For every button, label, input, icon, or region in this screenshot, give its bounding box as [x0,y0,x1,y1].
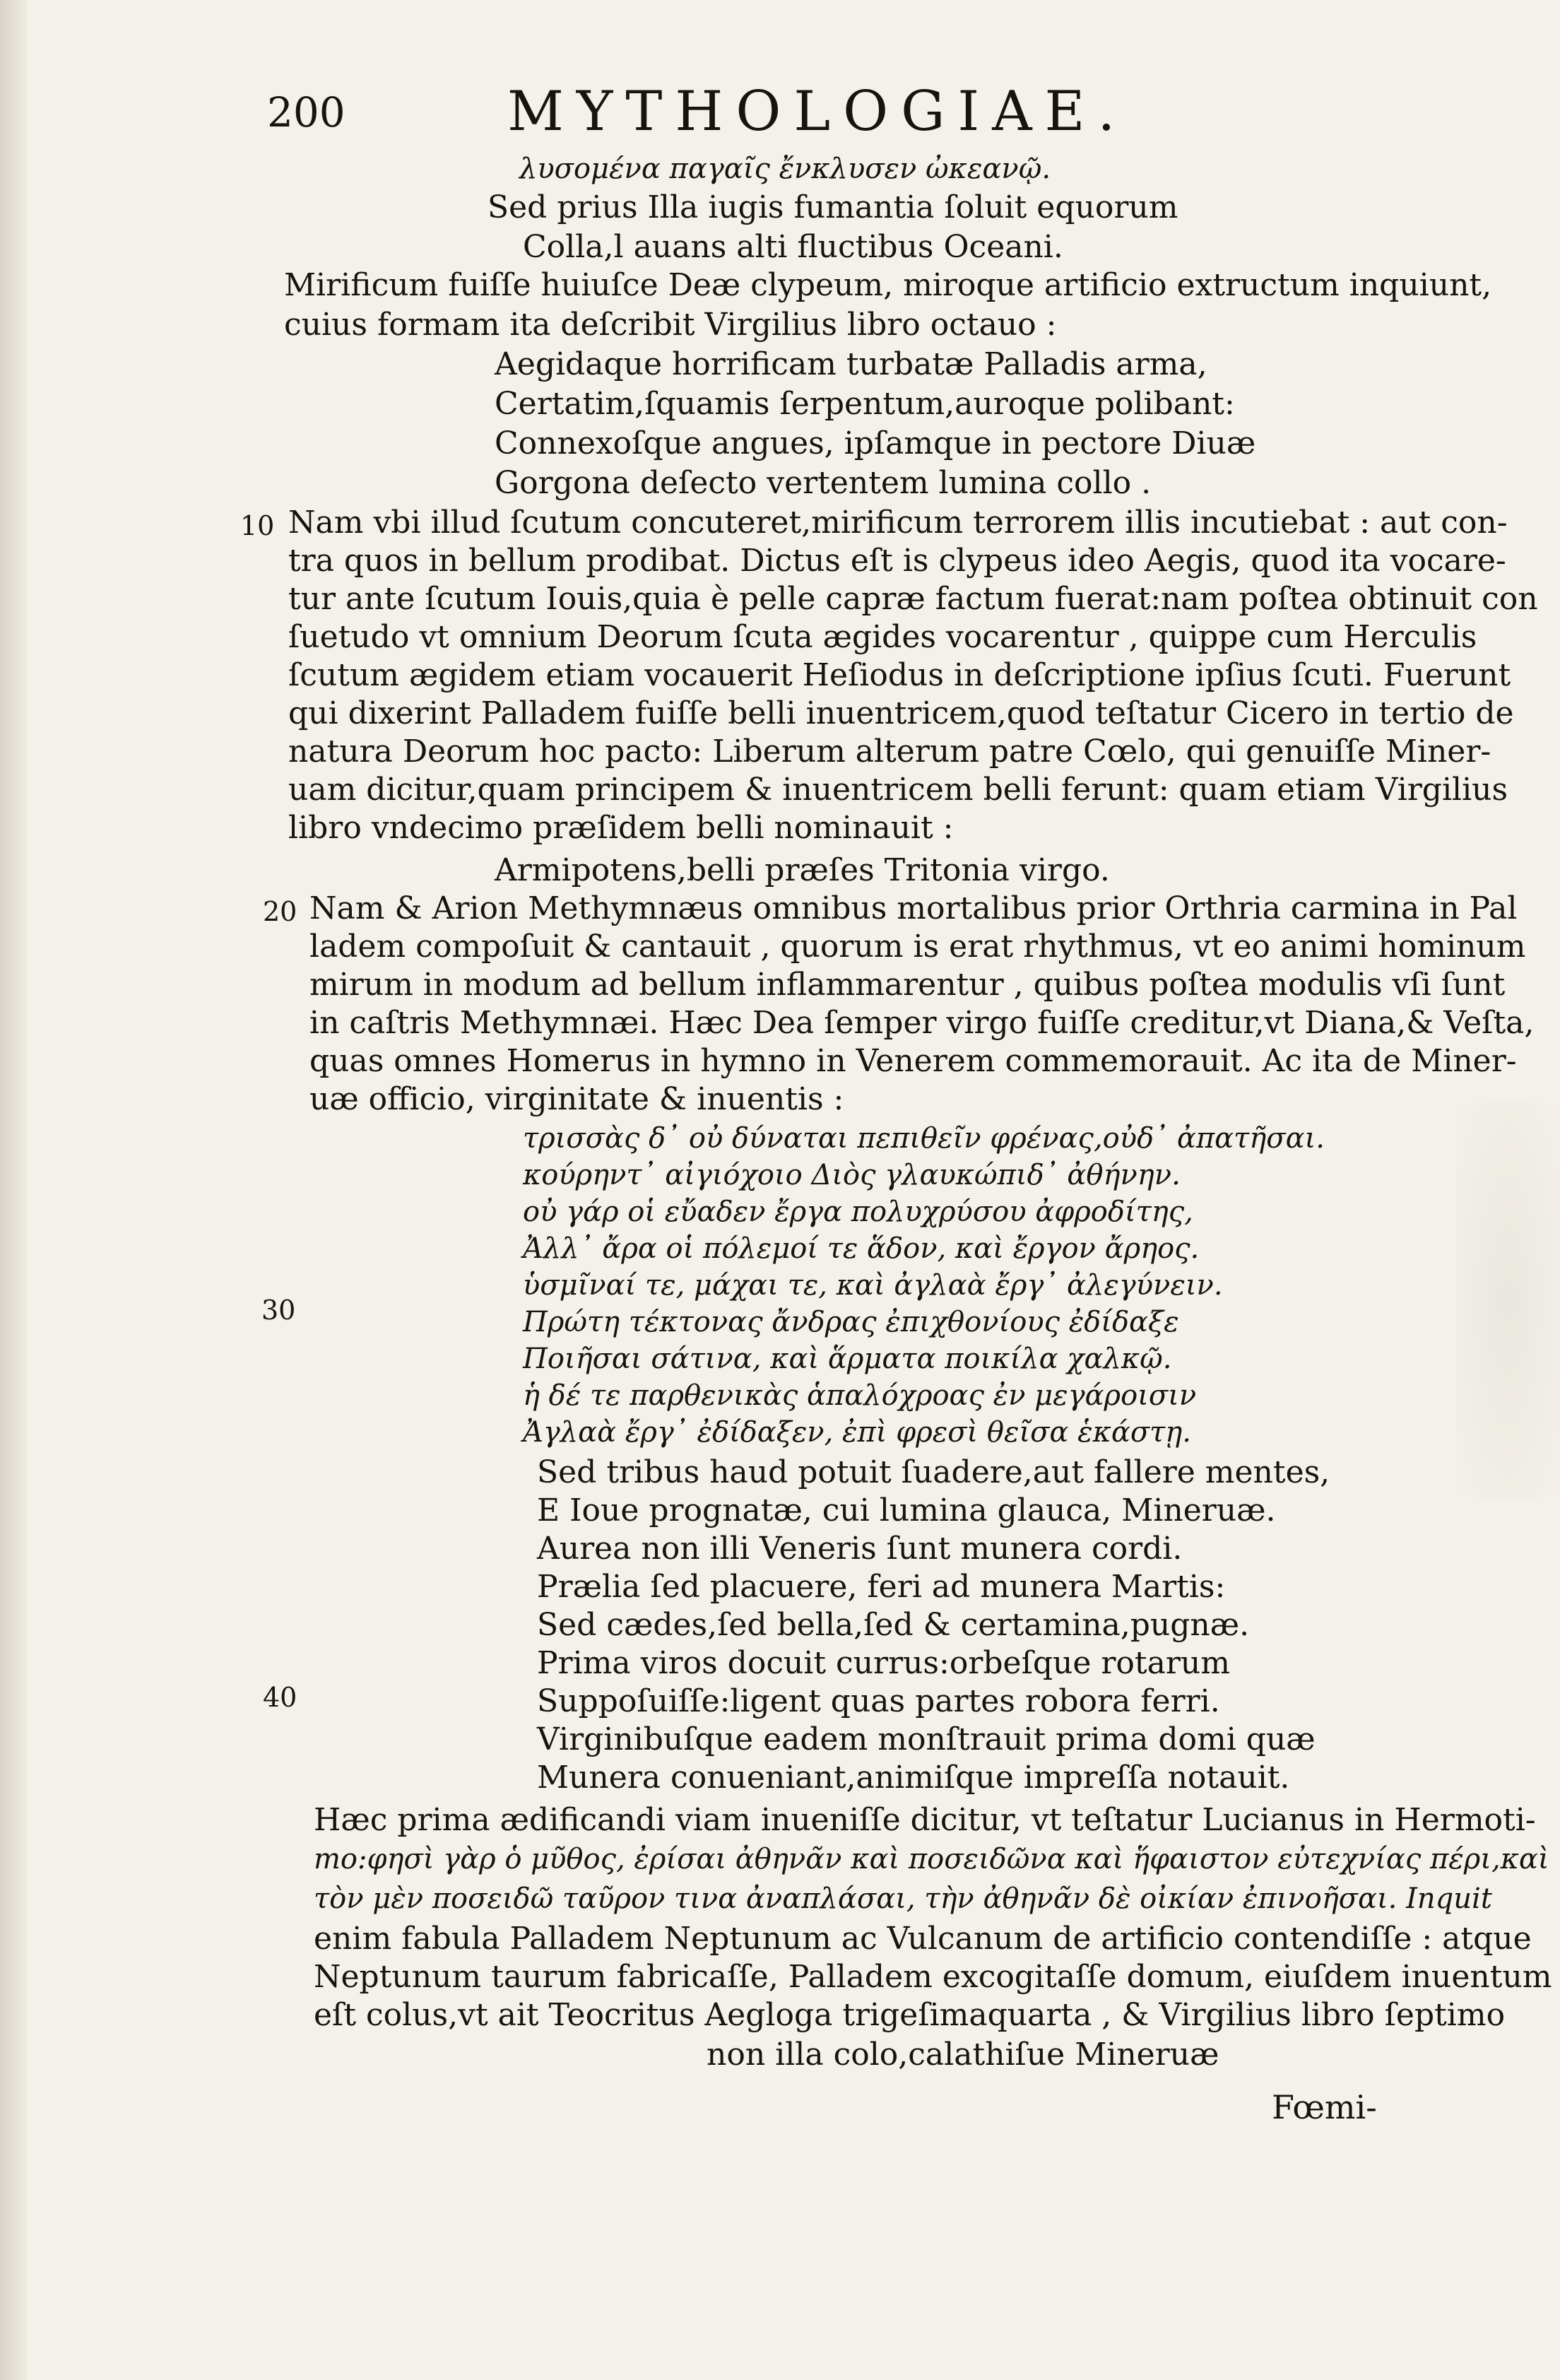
text-line: λυσομένα παγαῖς ἔνκλυσεν ὠκεανῷ. [519,153,1051,185]
greek-verse-line: οὐ γάρ οἱ εὔαδεν ἔργα πολυχρύσου ἀφροδίτης, [523,1196,1193,1228]
text-line: eſt colus,vt ait Teocritus Aegloga trigeſimaquarta , & Virgilius libro ſeptimo [314,1997,1506,2033]
text-line: tra quos in bellum prodibat. Dictus eſt is clypeus ideo Aegis, quod ita vocare- [288,543,1506,579]
text-line: libro vndecimo præſidem belli nominauit : [288,810,954,846]
text-line: mo:φησὶ γὰρ ὁ μῦθος, ἐρίσαι ἀθηνᾶν καὶ ποσειδῶνα καὶ ἥφαιστον εὐτεχνίας πέρι,καὶ [314,1843,1549,1875]
greek-verse-line: Ἀγλαὰ ἔργ᾽ ἐδίδαξεν, ἐπὶ φρεσὶ θεῖσα ἑκάστῃ. [523,1416,1191,1449]
verse-line: Armipotens,belli præſes Tritonia virgo. [495,852,1110,888]
verse-line: Suppoſuiſſe:ligent quas partes robora ferri. [537,1683,1220,1719]
greek-verse-line: Ποιῆσαι σάτινα, καὶ ἅρματα ποικίλα χαλκῷ. [523,1343,1172,1375]
text-line: Mirificum fuiſſe huiuſce Deæ clypeum, miroque artificio extructum inquiunt, [284,267,1492,303]
catchword: Fœmi- [1272,2088,1377,2126]
verse-line: E Ioue prognatæ, cui lumina glauca, Mineruæ. [537,1492,1276,1528]
text-line: Nam & Arion Methymnæus omnibus mortalibus prior Orthria carmina in Pal [309,890,1518,926]
verse-line: Munera conueniant,animiſque impreſſa notauit. [537,1760,1290,1796]
greek-verse-line: Πρώτη τέκτονας ἄνδρας ἐπιχθονίους ἐδίδαξε [523,1306,1179,1338]
margin-line-number: 10 [240,510,275,541]
verse-line: Virginibuſque eadem monſtrauit prima domi quæ [537,1721,1316,1757]
text-line: uæ officio, virginitate & inuentis : [309,1081,844,1117]
text-line: Nam vbi illud ſcutum concuteret,mirificum terrorem illis incutiebat : aut con- [288,505,1508,541]
verse-line: non illa colo,calathiſue Mineruæ [707,2037,1219,2073]
greek-verse-line: κούρηντ᾽ αἰγιόχοιο Διὸς γλαυκώπιδ᾽ ἀθήνην. [523,1159,1181,1191]
verse-line: Sed cædes,ſed bella,ſed & certamina,pugnæ. [537,1607,1250,1643]
margin-line-number: 30 [261,1295,296,1326]
text-line: cuius formam ita deſcribit Virgilius libro octauo : [284,307,1057,343]
text-line: τὸν μὲν ποσειδῶ ταῦρον τινα ἀναπλάσαι, τὴν ἀθηνᾶν δὲ οἰκίαν ἐπινοῆσαι. Inquit [314,1883,1492,1915]
text-line: in caſtris Methymnæi. Hæc Dea ſemper virgo fuiſſe creditur,vt Diana,& Veſta, [309,1005,1535,1041]
verse-line: Prima viros docuit currus:orbeſque rotarum [537,1645,1230,1681]
verse-line: Aegidaque horrificam turbatæ Palladis arma, [495,346,1207,382]
margin-line-number: 40 [263,1682,297,1713]
page-number: 200 [267,88,345,136]
margin-line-number: 20 [263,896,297,927]
text-line: natura Deorum hoc pacto: Liberum alterum patre Cœlo, qui genuiſſe Miner- [288,734,1491,770]
running-title: MYTHOLOGIAE. [507,80,1128,143]
text-line: ſcutum ægidem etiam vocauerit Heſiodus in deſcriptione ipſius ſcuti. Fuerunt [288,657,1511,693]
page-header [0,74,1560,143]
verse-line: Prælia ſed placuere, feri ad munera Martis: [537,1569,1226,1605]
paper-stain [1455,1102,1560,1498]
text-line: Hæc prima ædificandi viam inueniſſe dicitur, vt teſtatur Lucianus in Hermoti- [314,1802,1536,1838]
text-line: ladem compoſuit & cantauit , quorum is erat rhythmus, vt eo animi hominum [309,929,1526,965]
verse-line: Aurea non illi Veneris ſunt munera cordi. [537,1531,1183,1567]
text-line: ſuetudo vt omnium Deorum ſcuta ægides vocarentur , quippe cum Herculis [288,619,1477,655]
page-binding-edge [0,0,27,2380]
text-line: enim fabula Palladem Neptunum ac Vulcanum de artificio contendiſſe : atque [314,1921,1532,1957]
verse-line: Certatim,ſquamis ſerpentum,auroque polibant: [495,386,1235,422]
verse-line: Sed prius Illa iugis fumantia ſoluit equorum [488,189,1178,225]
greek-verse-line: ὑσμῖναί τε, μάχαι τε, καὶ ἀγλαὰ ἔργ᾽ ἀλεγύνειν. [523,1269,1223,1302]
text-line: uam dicitur,quam principem & inuentricem belli ferunt: quam etiam Virgilius [288,772,1508,808]
text-line: Neptunum taurum fabricaſſe, Palladem excogitaſſe domum, eiuſdem inuentum [314,1959,1552,1995]
greek-verse-line: ἡ δέ τε παρθενικὰς ἁπαλόχροας ἐν μεγάροισιν [523,1379,1197,1412]
greek-verse-line: Ἀλλ᾽ ἄρα οἱ πόλεμοί τε ἅδον, καὶ ἔργον ἄρηος. [523,1232,1200,1265]
text-line: mirum in modum ad bellum inflammarentur , quibus poſtea modulis vſi ſunt [309,967,1506,1003]
verse-line: Sed tribus haud potuit ſuadere,aut fallere mentes, [537,1454,1330,1490]
text-line: quas omnes Homerus in hymno in Venerem commemorauit. Ac ita de Miner- [309,1043,1517,1079]
verse-line: Colla,l auans alti fluctibus Oceani. [523,229,1063,265]
text-line: tur ante ſcutum Iouis,quia è pelle capræ factum fuerat:nam poſtea obtinuit con [288,581,1538,617]
greek-verse-line: τρισσὰς δ᾽ οὐ δύναται πεπιθεῖν φρένας,οὐδ᾽ ἀπατῆσαι. [523,1122,1325,1155]
verse-line: Connexoſque angues, ipſamque in pectore Diuæ [495,425,1256,461]
verse-line: Gorgona deſecto vertentem lumina collo . [495,465,1152,501]
text-line: qui dixerint Palladem fuiſſe belli inuentricem,quod teſtatur Cicero in tertio de [288,695,1514,731]
